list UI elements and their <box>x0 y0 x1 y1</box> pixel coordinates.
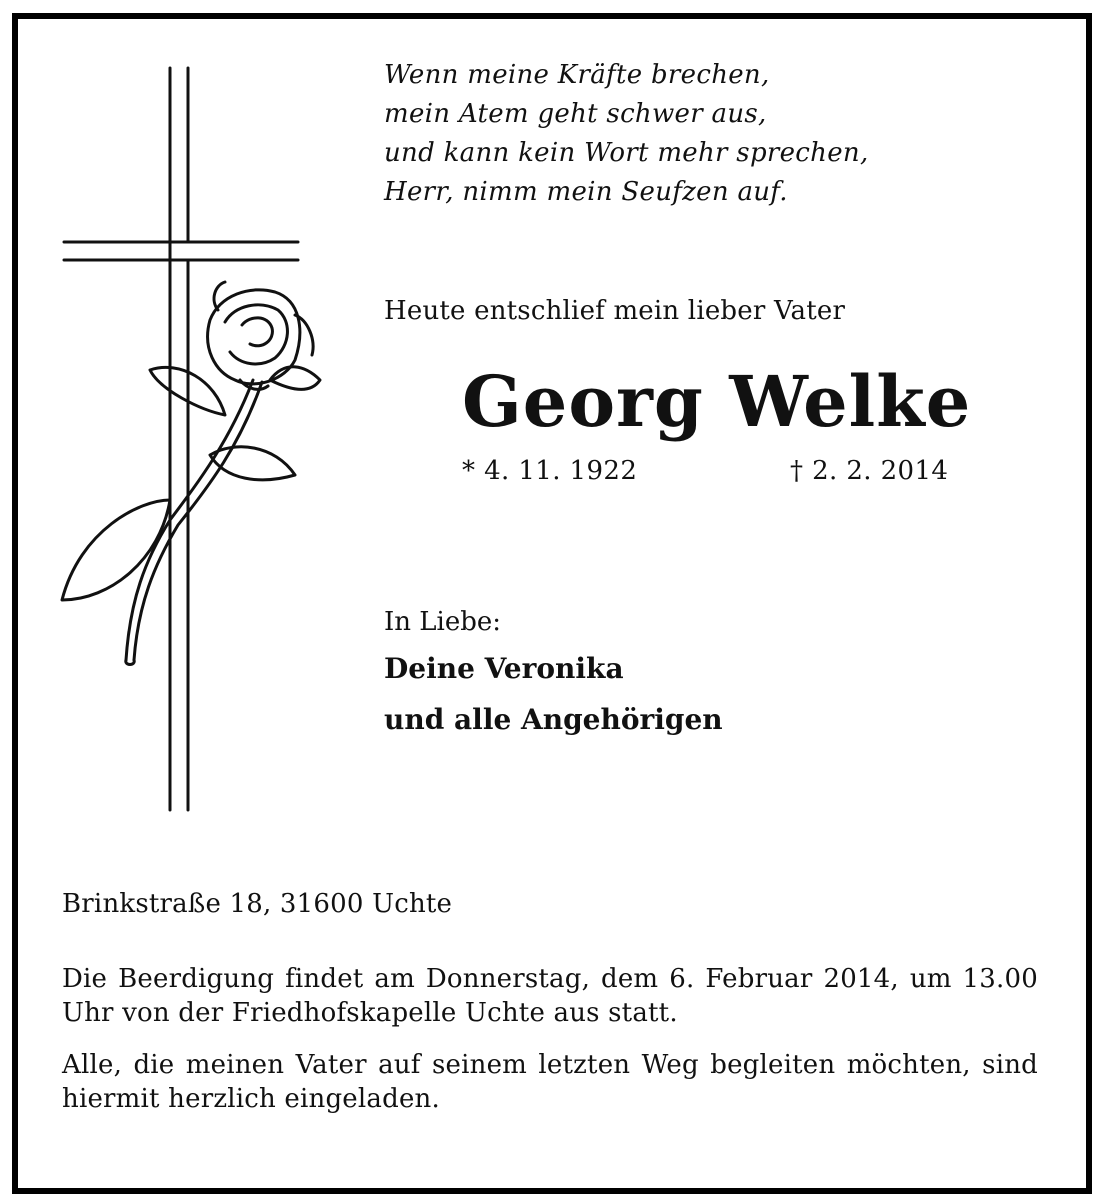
poem-verse <box>384 56 1004 212</box>
birth-date: * 4. 11. 1922 <box>462 456 638 486</box>
mourner-relatives: und alle Angehörigen <box>384 703 723 736</box>
death-date: † 2. 2. 2014 <box>790 456 949 486</box>
address: Brinkstraße 18, 31600 Uchte <box>62 889 453 919</box>
funeral-details: Die Beerdigung findet am Donnerstag, dem 6. Februar 2014, um 13.00 Uhr von der Friedhofskapelle Uchte aus statt. <box>62 964 1038 1028</box>
poem-line: Wenn meine Kräfte brechen, <box>384 60 770 90</box>
mourner-name: Deine Veronika <box>384 652 624 685</box>
deceased-name: Georg Welke <box>462 360 972 443</box>
poem-line: und kann kein Wort mehr sprechen, <box>384 138 869 168</box>
funeral-invitation: Alle, die meinen Vater auf seinem letzten Weg begleiten möchten, sind hiermit herzlich eingeladen. <box>62 1050 1038 1114</box>
cross-with-rose-icon <box>50 60 340 830</box>
poem-line: Herr, nimm mein Seufzen auf. <box>384 177 788 207</box>
death-announcement-intro: Heute entschlief mein lieber Vater <box>384 296 846 326</box>
poem-line: mein Atem geht schwer aus, <box>384 99 767 129</box>
mourners-intro: In Liebe: <box>384 607 502 637</box>
